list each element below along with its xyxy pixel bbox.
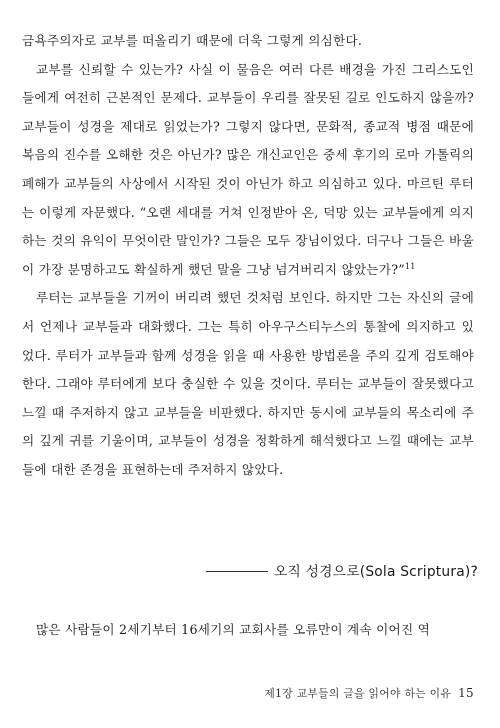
paragraph-luther: 루터는 교부들을 기꺼이 버리려 했던 것처럼 보인다. 하지만 그는 자신의 글에서 언제나 교부들과 대화했다. 그는 특히 아우구스티누스의 통찰에 의지하고 있었다. 루터가 교부들과 함께 성경을 읽을 때 사용한 방법론을 주의 깊게 검토해야 한다. 그래야 루터에게 보다 충실한 수 있을 것이다. 루터는 교부들이 잘못했다고 느낄 때 주저하지 않고 교부들을 비판했다. 하지만 동시에 교부들의 목소리에 주의 깊게 귀를 기울이며, 교부들이 성경을 정확하게 해석했다고 느낄 때에는 교부들에 대한 존경을 표현하는데 주저하지 않았다. [22,290,474,477]
page-footer [264,686,474,701]
paragraph-continued: 금욕주의자로 교부를 떠올리기 때문에 더욱 그렇게 의심한다. [22,33,363,48]
running-title: 제1장 교부들의 글을 읽어야 하는 이유 [264,687,452,700]
paragraph-trust-in-fathers [22,56,474,285]
body-text-upper [22,27,474,485]
footnote-marker: 11 [404,261,416,271]
heading-rule [206,571,268,572]
section-heading-text: 오직 성경으로(Sola Scriptura)? [273,564,478,580]
section-heading [0,560,478,580]
paragraph-text: 교부를 신뢰할 수 있는가? 사실 이 물음은 여러 다른 배경을 가진 그리스도인들에게 여전히 근본적인 문제다. 교부들이 우리를 잘못된 길로 인도하지 않을까? 교부들이 성경을 제대로 읽었는가? 그렇지 않다면, 문화적, 종교적 병점 때문에 복음의 진수를 오해한 것은 아닌가? 많은 개신교인은 중세 후기의 로마 가톨릭의 폐해가 교부들의 사상에서 시작된 것이 아닌가 하고 의심하고 있다. 마르틴 루터는 이렇게 자문했다. “오랜 세대를 거쳐 인정받아 온, 덕망 있는 교부들에게 의지하는 것의 유익이 무엇이란 말인가? 그들은 모두 장님이었다. 더구나 그들은 바울이 가장 분명하고도 확실하게 했던 말을 그냥 넘겨버리지 않았는가?” [22,61,474,277]
body-text-lower [22,616,474,645]
page-number: 15 [458,686,474,700]
paragraph-church-history: 많은 사람들이 2세기부터 16세기의 교회사를 오류만이 계속 이어진 역 [36,622,431,637]
